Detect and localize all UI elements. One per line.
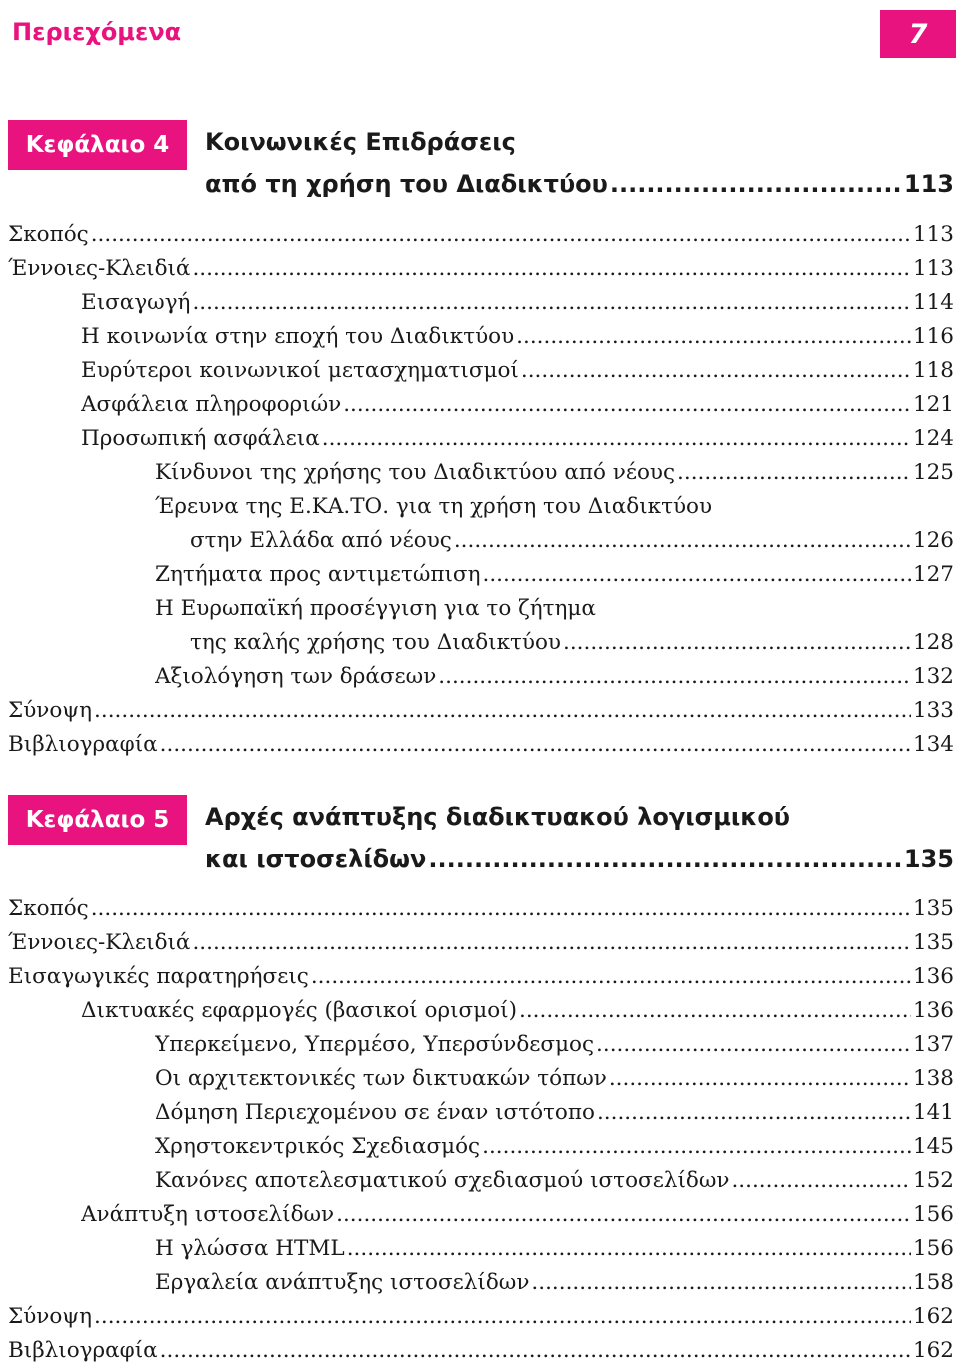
leader-dots bbox=[192, 256, 910, 281]
chapter-title-line1 bbox=[205, 128, 954, 162]
chapter-title-line2 bbox=[205, 845, 954, 879]
toc-entry-text: της καλής χρήσης του Διαδικτύου bbox=[190, 630, 561, 655]
toc-page-number: 137 bbox=[912, 1032, 954, 1057]
chapter-title-text: Κοινωνικές Επιδράσεις bbox=[205, 128, 516, 156]
leader-dots bbox=[521, 358, 911, 383]
toc-entry-text: Οι αρχιτεκτονικές των δικτυακών τόπων bbox=[155, 1066, 607, 1091]
chapter-label: Κεφάλαιο 4 bbox=[8, 120, 187, 170]
toc-entry-text: Έννοιες-Κλειδιά bbox=[8, 256, 191, 281]
toc-page-number: 114 bbox=[912, 290, 954, 315]
toc-page-number: 152 bbox=[912, 1168, 954, 1193]
chapter-title-text: Αρχές ανάπτυξης διαδικτυακού λογισμικού bbox=[205, 803, 791, 831]
toc-entry-text: Ζητήματα προς αντιμετώπιση bbox=[155, 562, 481, 587]
leader-dots bbox=[160, 732, 911, 757]
toc-page-number: 158 bbox=[912, 1270, 954, 1295]
toc-entry-text: Ασφάλεια πληροφοριών bbox=[81, 392, 342, 417]
toc-entry bbox=[155, 1066, 954, 1100]
toc-entry bbox=[81, 1202, 954, 1236]
toc-page-number: 127 bbox=[912, 562, 954, 587]
toc-entry-text: Αξιολόγηση των δράσεων bbox=[155, 664, 437, 689]
chapter-label: Κεφάλαιο 5 bbox=[8, 795, 187, 845]
toc-page-number: 118 bbox=[912, 358, 954, 383]
toc-entry-text: Βιβλιογραφία bbox=[8, 732, 158, 757]
toc-entry-text: Σύνοψη bbox=[8, 698, 93, 723]
toc-page-number: 121 bbox=[912, 392, 954, 417]
chapter-page-number: 135 bbox=[903, 845, 954, 873]
toc-entry-line1: Η Ευρωπαϊκή προσέγγιση για το ζήτημα bbox=[155, 596, 596, 621]
toc-entry bbox=[155, 1032, 954, 1066]
leader-dots bbox=[454, 528, 911, 553]
toc-page-number: 116 bbox=[912, 324, 954, 349]
chapter-page-number: 113 bbox=[903, 170, 954, 198]
toc-page-number: 124 bbox=[912, 426, 954, 451]
chapter-title-line2 bbox=[205, 170, 954, 204]
leader-dots bbox=[91, 896, 911, 921]
toc-entry bbox=[8, 1304, 954, 1338]
toc-page-number: 133 bbox=[912, 698, 954, 723]
toc-entry bbox=[155, 1236, 954, 1270]
toc-entry bbox=[81, 998, 954, 1032]
toc-page-number: 145 bbox=[912, 1134, 954, 1159]
toc-entry-line1: Έρευνα της Ε.ΚΑ.ΤΟ. για τη χρήση του Διαδικτύου bbox=[155, 494, 713, 519]
toc-entry bbox=[81, 358, 954, 392]
toc-entry bbox=[155, 460, 954, 494]
toc-page-number: 125 bbox=[912, 460, 954, 485]
toc-entry bbox=[81, 290, 954, 324]
toc-page-number: 136 bbox=[912, 998, 954, 1023]
toc-entry bbox=[8, 732, 954, 766]
toc-entry-text: Βιβλιογραφία bbox=[8, 1338, 158, 1363]
toc-page-number: 135 bbox=[912, 896, 954, 921]
toc-entry bbox=[155, 1270, 954, 1304]
toc-entry bbox=[81, 392, 954, 426]
toc-entry-text: Ευρύτεροι κοινωνικοί μετασχηματισμοί bbox=[81, 358, 519, 383]
leader-dots bbox=[322, 426, 911, 451]
leader-dots bbox=[609, 1066, 911, 1091]
toc-entry bbox=[81, 324, 954, 358]
toc-page-number: 138 bbox=[912, 1066, 954, 1091]
toc-page-number: 162 bbox=[912, 1338, 954, 1363]
toc-page-number: 156 bbox=[912, 1202, 954, 1227]
toc-entry-text: Κίνδυνοι της χρήσης του Διαδικτύου από νέους bbox=[155, 460, 676, 485]
leader-dots bbox=[192, 290, 911, 315]
page-title: Περιεχόμενα bbox=[12, 18, 182, 46]
leader-dots bbox=[336, 1202, 911, 1227]
toc-page-number: 162 bbox=[912, 1304, 954, 1329]
leader-dots bbox=[597, 1100, 911, 1125]
chapter-title-text: από τη χρήση του Διαδικτύου bbox=[205, 170, 608, 198]
leader-dots bbox=[519, 998, 911, 1023]
toc-entry bbox=[8, 896, 954, 930]
toc-page-number: 135 bbox=[912, 930, 954, 955]
toc-entry-text: Έννοιες-Κλειδιά bbox=[8, 930, 191, 955]
leader-dots bbox=[677, 460, 911, 485]
toc-entry-text: Η γλώσσα HTML bbox=[155, 1236, 345, 1261]
leader-dots bbox=[343, 392, 911, 417]
page-number-badge: 7 bbox=[880, 10, 956, 58]
leader-dots bbox=[516, 324, 911, 349]
toc-entry-text: Προσωπική ασφάλεια bbox=[81, 426, 320, 451]
toc-entry-text: Ανάπτυξη ιστοσελίδων bbox=[81, 1202, 335, 1227]
leader-dots bbox=[610, 170, 902, 198]
toc-page-number: 113 bbox=[912, 222, 954, 247]
toc-page-number: 156 bbox=[912, 1236, 954, 1261]
toc-entry bbox=[155, 1168, 954, 1202]
leader-dots bbox=[192, 930, 910, 955]
toc-page-number: 128 bbox=[912, 630, 954, 655]
leader-dots bbox=[596, 1032, 911, 1057]
leader-dots bbox=[428, 845, 902, 873]
toc-page-number: 126 bbox=[912, 528, 954, 553]
toc-entry bbox=[8, 222, 954, 256]
toc-entry-text: Σκοπός bbox=[8, 896, 89, 921]
leader-dots bbox=[483, 562, 911, 587]
leader-dots bbox=[731, 1168, 911, 1193]
leader-dots bbox=[563, 630, 911, 655]
toc-page-number: 134 bbox=[912, 732, 954, 757]
leader-dots bbox=[347, 1236, 911, 1261]
toc-entry bbox=[190, 528, 954, 562]
toc-entry bbox=[155, 562, 954, 596]
toc-page-number: 136 bbox=[912, 964, 954, 989]
chapter-title-text: και ιστοσελίδων bbox=[205, 845, 427, 873]
toc-entry-text: Δόμηση Περιεχομένου σε έναν ιστότοπο bbox=[155, 1100, 595, 1125]
toc-entry bbox=[155, 664, 954, 698]
toc-entry-text: Εισαγωγικές παρατηρήσεις bbox=[8, 964, 309, 989]
toc-entry-text: Εισαγωγή bbox=[81, 290, 191, 315]
toc-entry bbox=[155, 1100, 954, 1134]
toc-entry-text: Η κοινωνία στην εποχή του Διαδικτύου bbox=[81, 324, 515, 349]
toc-entry bbox=[190, 630, 954, 664]
toc-entry-text: Κανόνες αποτελεσματικού σχεδιασμού ιστοσελίδων bbox=[155, 1168, 730, 1193]
leader-dots bbox=[94, 1304, 911, 1329]
chapter-title-line1 bbox=[205, 803, 954, 837]
toc-entry bbox=[8, 256, 954, 290]
toc-entry bbox=[8, 930, 954, 964]
toc-entry bbox=[81, 426, 954, 460]
leader-dots bbox=[160, 1338, 911, 1363]
toc-entry bbox=[8, 698, 954, 732]
toc-entry-text: στην Ελλάδα από νέους bbox=[190, 528, 452, 553]
leader-dots bbox=[91, 222, 911, 247]
toc-entry bbox=[8, 964, 954, 998]
toc-page-number: 141 bbox=[912, 1100, 954, 1125]
toc-entry-text: Σύνοψη bbox=[8, 1304, 93, 1329]
leader-dots bbox=[531, 1270, 911, 1295]
leader-dots bbox=[438, 664, 911, 689]
toc-entry-text: Δικτυακές εφαρμογές (βασικοί ορισμοί) bbox=[81, 998, 517, 1023]
toc-page-number: 113 bbox=[912, 256, 954, 281]
toc-entry-text: Χρηστοκεντρικός Σχεδιασμός bbox=[155, 1134, 481, 1159]
leader-dots bbox=[94, 698, 911, 723]
toc-entry bbox=[8, 1338, 954, 1372]
leader-dots bbox=[311, 964, 911, 989]
toc-page-number: 132 bbox=[912, 664, 954, 689]
toc-entry-text: Εργαλεία ανάπτυξης ιστοσελίδων bbox=[155, 1270, 530, 1295]
toc-entry-text: Υπερκείμενο, Υπερμέσο, Υπερσύνδεσμος bbox=[155, 1032, 595, 1057]
toc-entry bbox=[155, 1134, 954, 1168]
toc-entry-text: Σκοπός bbox=[8, 222, 89, 247]
leader-dots bbox=[482, 1134, 911, 1159]
